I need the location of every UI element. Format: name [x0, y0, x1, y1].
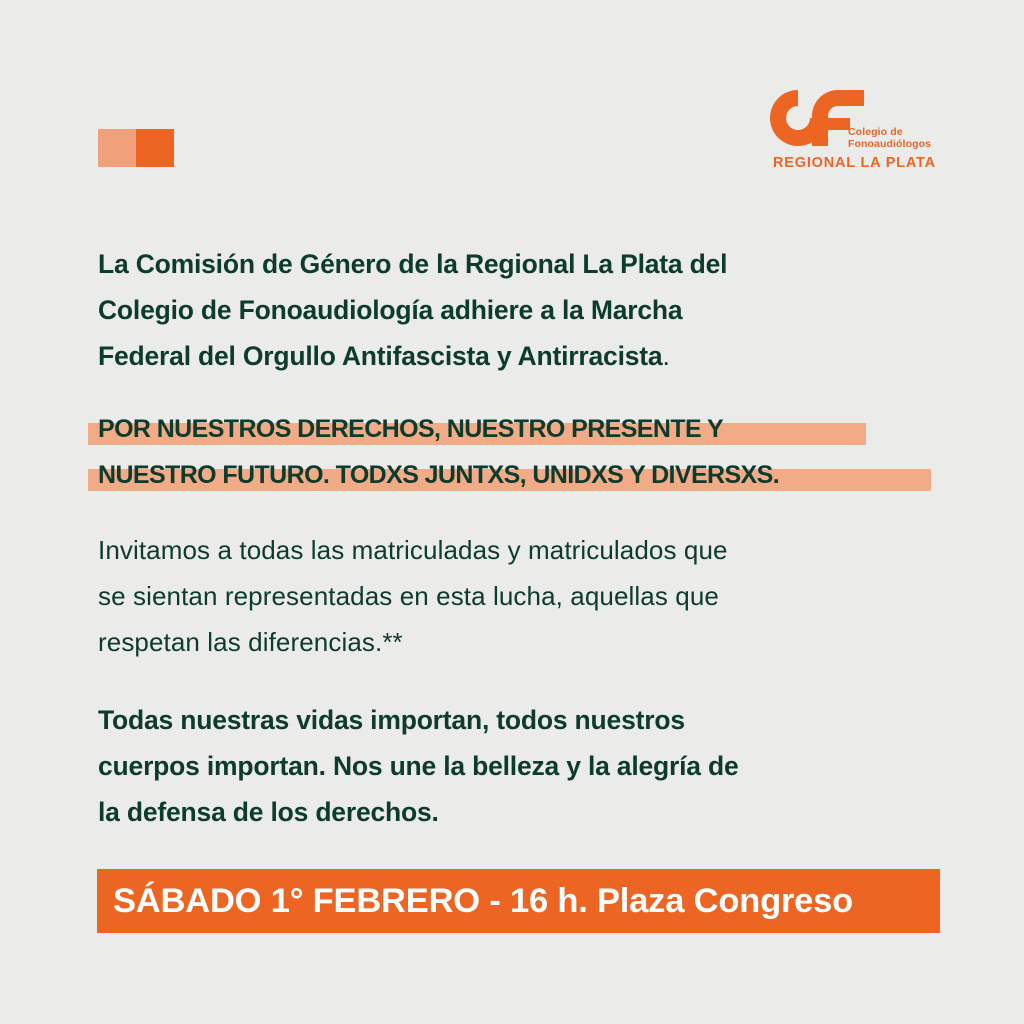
event-banner — [97, 869, 940, 933]
logo-name-line2: Fonoaudiólogos — [848, 138, 932, 150]
intro-line: Federal del Orgullo Antifascista y Antirracista. — [98, 341, 670, 371]
slogan-line: NUESTRO FUTURO. TODXS JUNTXS, UNIDXS Y DIVERSXS. — [98, 461, 780, 489]
intro-paragraph — [98, 241, 918, 379]
decorative-square-light — [98, 129, 136, 167]
slogan-line: POR NUESTROS DERECHOS, NUESTRO PRESENTE Y — [98, 415, 724, 443]
decorative-square-dark — [136, 129, 174, 167]
intro-line: Colegio de Fonoaudiología adhiere a la Marcha — [98, 295, 683, 325]
invitation-line: se sientan representadas en esta lucha, aquellas que — [98, 581, 719, 611]
slogan-paragraph — [98, 406, 918, 498]
intro-period: . — [662, 341, 670, 371]
intro-line: La Comisión de Género de la Regional La Plata del — [98, 249, 728, 279]
logo-name-line1: Colegio de — [848, 126, 903, 138]
closing-line: la defensa de los derechos. — [98, 797, 439, 827]
invitation-line: Invitamos a todas las matriculadas y matriculados que — [98, 535, 728, 565]
closing-line: cuerpos importan. Nos une la belleza y la alegría de — [98, 751, 739, 781]
logo-name — [848, 126, 931, 150]
logo-regional: REGIONAL LA PLATA — [773, 155, 936, 171]
closing-line: Todas nuestras vidas importan, todos nuestros — [98, 705, 685, 735]
closing-paragraph — [98, 697, 918, 835]
decorative-squares — [98, 129, 175, 167]
event-banner-text: SÁBADO 1° FEBRERO - 16 h. Plaza Congreso — [113, 882, 854, 920]
colegio-logo — [764, 86, 954, 176]
invitation-line: respetan las diferencias.** — [98, 627, 403, 657]
invitation-paragraph — [98, 527, 918, 665]
